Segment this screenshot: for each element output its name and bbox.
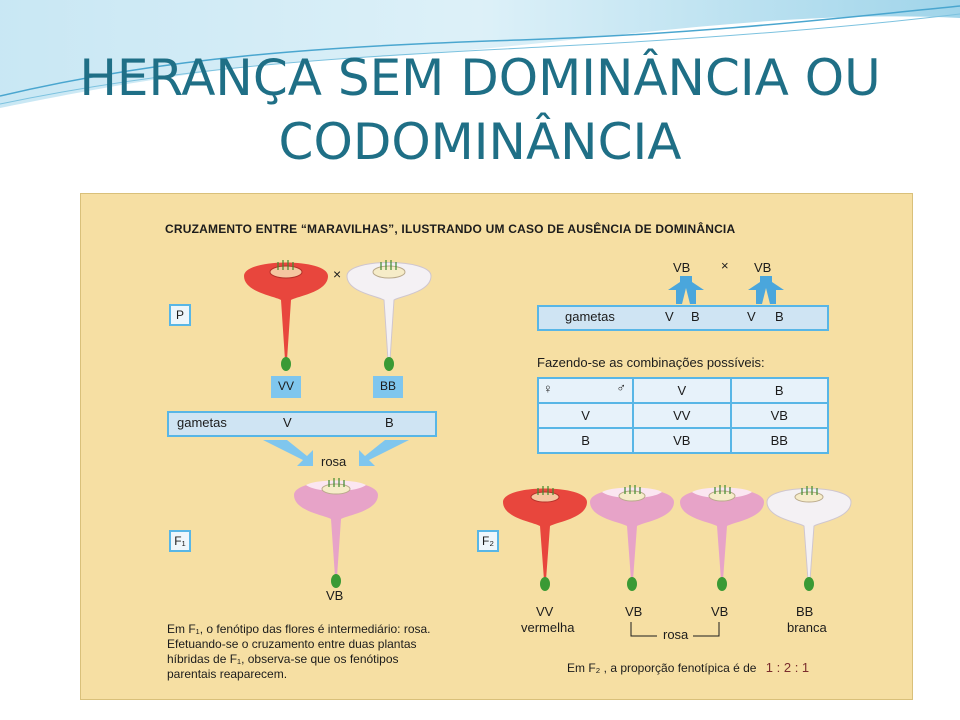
f2-genotype-2: VB bbox=[625, 604, 643, 619]
gametes-label-right: gametas bbox=[565, 309, 615, 324]
ratio-sentence: Em F₂ , a proporção fenotípica é de bbox=[567, 661, 757, 675]
ratio-values: 1 : 2 : 1 bbox=[765, 660, 810, 675]
combinations-title: Fazendo-se as combinações possíveis: bbox=[537, 355, 765, 370]
red-flower-parent-icon bbox=[236, 256, 336, 374]
slide-title-line1: HERANÇA SEM DOMINÂNCIA OU bbox=[79, 49, 881, 107]
split-arrow-icon bbox=[666, 276, 706, 304]
punnett-cell: VV bbox=[633, 403, 730, 428]
explanation-text bbox=[167, 622, 431, 682]
gametes-bar-right bbox=[537, 305, 829, 331]
gametes-bar-left bbox=[167, 411, 437, 437]
gamete-right-4: B bbox=[775, 309, 784, 324]
slide-title-line2: CODOMINÂNCIA bbox=[278, 113, 682, 171]
cross-symbol-right: × bbox=[721, 258, 729, 273]
pink-flower-f2-icon bbox=[674, 482, 770, 594]
pink-flower-f2-icon bbox=[584, 482, 680, 594]
gamete-v-left: V bbox=[283, 415, 292, 430]
explanation-line4: parentais reaparecem. bbox=[167, 667, 288, 681]
female-symbol-icon: ♀ bbox=[543, 381, 553, 396]
punnett-cell: BB bbox=[731, 428, 828, 453]
gamete-right-3: V bbox=[747, 309, 756, 324]
slide-title bbox=[0, 46, 960, 174]
red-flower-f2-icon bbox=[497, 482, 593, 594]
split-arrow-icon bbox=[746, 276, 786, 304]
figure-panel bbox=[80, 193, 913, 700]
explanation-line1: Em F₁, o fenótipo das flores é intermediário: rosa. bbox=[167, 622, 431, 636]
ratio-text bbox=[567, 660, 809, 675]
f2-genotype-1: VV bbox=[536, 604, 554, 619]
f1-generation-label: F₁ bbox=[169, 530, 191, 552]
punnett-col-header: B bbox=[731, 378, 828, 403]
f1-parent2: VB bbox=[754, 260, 772, 275]
figure-header: CRUZAMENTO ENTRE “MARAVILHAS”, ILUSTRANDO UM CASO DE AUSÊNCIA DE DOMINÂNCIA bbox=[165, 222, 736, 236]
gamete-right-1: V bbox=[665, 309, 674, 324]
punnett-square bbox=[537, 377, 829, 454]
white-flower-parent-icon bbox=[339, 256, 439, 374]
gamete-b-left: B bbox=[385, 415, 394, 430]
offspring-rosa-label: rosa bbox=[321, 454, 347, 469]
parent1-genotype: VV bbox=[271, 376, 301, 398]
f2-generation-label: F₂ bbox=[477, 530, 499, 552]
punnett-row-header: B bbox=[538, 428, 633, 453]
f2-phenotype-1: vermelha bbox=[521, 620, 575, 635]
explanation-line3: híbridas de F₁, observa-se que os fenótipos bbox=[167, 652, 399, 666]
punnett-col-header: V bbox=[633, 378, 730, 403]
f2-phenotype-4: branca bbox=[787, 620, 827, 635]
punnett-row-header: V bbox=[538, 403, 633, 428]
male-symbol-icon: ♂ bbox=[616, 380, 627, 395]
cross-symbol-left: × bbox=[333, 266, 342, 282]
rosa-bracket-label: rosa bbox=[663, 627, 689, 642]
f1-genotype: VB bbox=[326, 588, 344, 603]
p-generation-label: P bbox=[169, 304, 191, 326]
punnett-cell: VB bbox=[633, 428, 730, 453]
pink-flower-f1-icon bbox=[286, 475, 386, 591]
gametes-label-left: gametas bbox=[177, 415, 227, 430]
punnett-corner bbox=[538, 378, 633, 403]
f2-genotype-4: BB bbox=[796, 604, 814, 619]
gamete-right-2: B bbox=[691, 309, 700, 324]
f2-genotype-3: VB bbox=[711, 604, 729, 619]
punnett-cell: VB bbox=[731, 403, 828, 428]
f1-parent1: VB bbox=[673, 260, 691, 275]
parent2-genotype: BB bbox=[373, 376, 403, 398]
white-flower-f2-icon bbox=[761, 482, 857, 594]
explanation-line2: Efetuando-se o cruzamento entre duas plantas bbox=[167, 637, 417, 651]
